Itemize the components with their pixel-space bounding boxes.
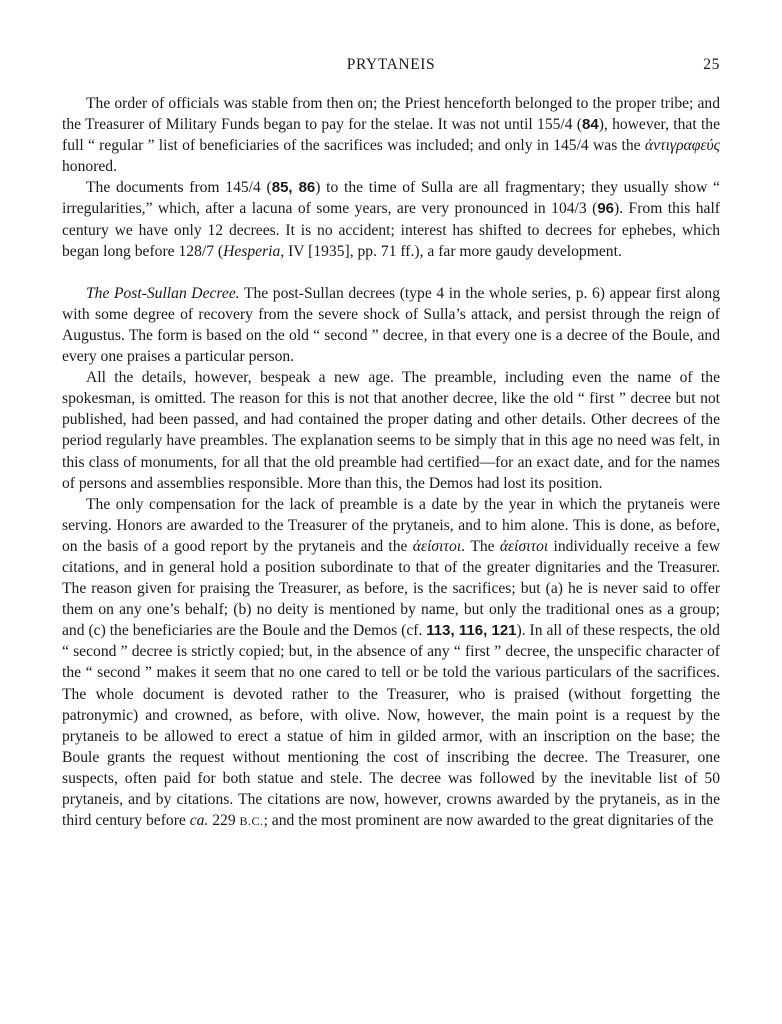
running-title: PRYTANEIS [346, 56, 436, 73]
small-caps-text: B.C. [239, 814, 264, 829]
reference-number: 113, 116, 121 [426, 622, 517, 640]
text-run: The documents from 145/4 ( [86, 179, 272, 197]
italic-text: Hesperia, [223, 242, 285, 260]
text-run: ), however, that the full “ regular ” list of beneficiaries of the sacrifices was included; and only in 145/4 was the [62, 116, 720, 155]
italic-text: ca. [189, 812, 209, 830]
reference-number: 96 [597, 200, 615, 218]
text-run: The order of officials was stable from then on; the Priest henceforth belonged to the proper tribe; and the Treasurer of Military Funds began to pay for the stelae. It was not until 155/4 ( [62, 95, 720, 134]
page-number: 25 [703, 56, 720, 73]
section-title: The Post-Sullan Decree. [86, 284, 240, 302]
paragraph [62, 367, 720, 494]
text-run: . The [461, 537, 500, 555]
text-run: All the details, however, bespeak a new age. The preamble, including even the name of the spokesman, is omitted. The reason for this is not that another decree, like the old “ first ” decree but not published, had been passed, and had contained the proper dating and other details. Other decrees of the period regularly have preambles. The explanation seems to be simply that in this age no need was felt, in this class of monuments, for all that the old preamble had certified—for an exact date, and for the names of persons and assemblies responsible. More than this, the Demos had lost its position. [62, 369, 720, 492]
paragraph [62, 283, 720, 367]
paragraph [62, 93, 720, 177]
paragraph [62, 177, 720, 261]
reference-number: 84 [582, 116, 599, 134]
greek-word: ἀείσιτοι [499, 537, 549, 555]
text-run: ) to the time of Sulla are all fragmentary; they usually show “ irregularities,” which, after a lacuna of some years, are very pronounced in 104/3 ( [62, 179, 720, 218]
text-run: honored. [62, 158, 117, 176]
text-run: 229 [208, 812, 240, 830]
text-run: individually receive a few citations, and in general hold a position subordinate to that of the greater dignitaries and the Treasurer. The reason given for praising the Treasurer, as before, is the sacrifices; but (a) he is never said to offer them on any one’s behalf; (b) no deity is mentioned by name, but only the traditional ones as a group; and (c) the beneficiaries are the Boule and the Demos (cf. [62, 537, 720, 640]
greek-word: ἀντιγραφεύς [644, 137, 720, 155]
greek-word: ἀείσιτοι [412, 537, 462, 555]
text-run: IV [1935], pp. 71 ff.), a far more gaudy development. [284, 242, 622, 260]
paragraph [62, 494, 720, 833]
body-text [62, 93, 720, 832]
text-run: The post-Sullan decrees (type 4 in the whole series, p. 6) appear first along with some degree of recovery from the severe shock of Sulla’s attack, and persist through the reign of Augustus. The form is based on the old “ second ” decree, in that every one is a decree of the Boule, and every one praises a particular person. [62, 284, 720, 366]
reference-number: 85, 86 [271, 179, 316, 197]
running-head [62, 56, 720, 78]
text-run: ). In all of these respects, the old “ second ” decree is strictly copied; but, in the absence of any “ first ” decree, the unspecific character of the “ second ” makes it seem that no one cared to tell or be told the various particulars of the sacrifices. The whole document is devoted rather to the Treasurer, who is praised (without forgetting the patronymic) and crowned, as before, with olive. Now, however, the main point is a request by the prytaneis to be allowed to erect a statue of him in gilded armor, with an inscription on the base; the Boule grants the request without mentioning the cost of inscribing the decree. The Treasurer, one suspects, often paid for both statue and stele. The decree was followed by the inevitable list of 50 prytaneis, and by citations. The citations are now, however, crowns awarded by the prytaneis, as in the third century before [62, 622, 720, 830]
text-run: ; and the most prominent are now awarded to the great dignitaries of the [263, 812, 714, 830]
text-run: The only compensation for the lack of preamble is a date by the year in which the prytaneis were serving. Honors are awarded to the Treasurer of the prytaneis, and to him alone. This is done, as before, on the basis of a good report by the prytaneis and the [62, 495, 720, 555]
text-run: ). From this half century we have only 12 decrees. It is no accident; interest has shifted to decrees for ephebes, which began long before 128/7 ( [62, 200, 720, 260]
